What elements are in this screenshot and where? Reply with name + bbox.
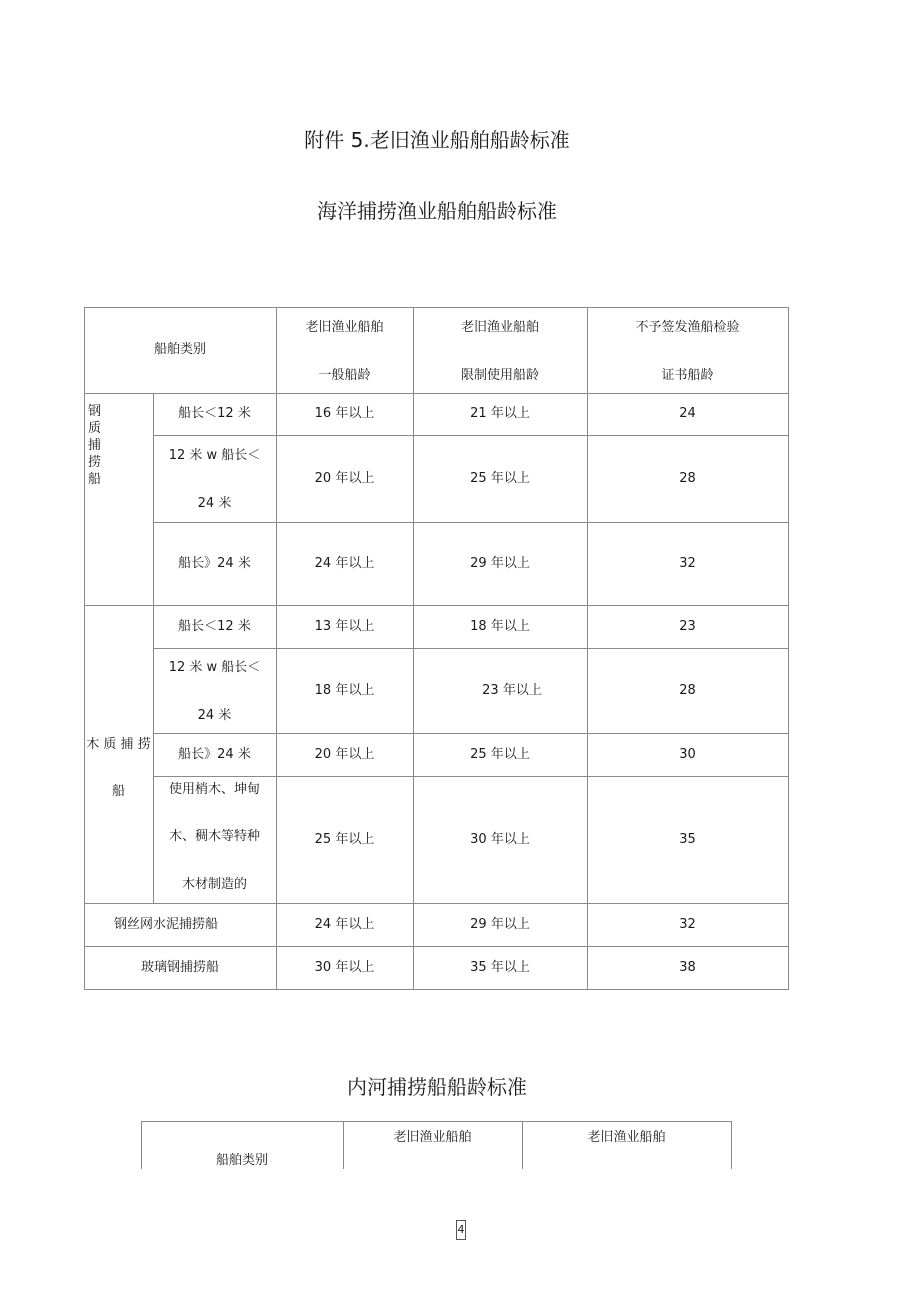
row-sub-category — [153, 776, 276, 903]
row-restricted-age: 25 年以上 — [470, 470, 530, 486]
row-general-age: 20 年以上 — [314, 470, 375, 486]
row-general-age: 20 年以上 — [314, 746, 375, 762]
document-title: 附件 5.老旧渔业船舶船龄标准 — [304, 128, 570, 152]
row-general-age: 24 年以上 — [314, 555, 375, 571]
row-no-certificate-age: 38 — [679, 959, 696, 975]
row-no-certificate-age: 32 — [679, 916, 696, 932]
row-general-age: 13 年以上 — [314, 618, 375, 634]
row-sub-category — [153, 435, 276, 522]
table-border — [84, 989, 789, 990]
marine-section-title: 海洋捕捞渔业船舶船龄标准 — [317, 199, 557, 223]
table-border — [788, 307, 789, 990]
row-general-age: 24 年以上 — [314, 916, 375, 932]
group-text: 木 质 捕 捞 — [86, 737, 151, 752]
header-no-certificate-age — [587, 307, 788, 393]
page-number: 4 — [456, 1220, 466, 1240]
row-general-age: 25 年以上 — [314, 831, 375, 847]
row-no-certificate-age: 24 — [679, 406, 696, 422]
header-text: 老旧渔业船舶 — [460, 320, 539, 335]
sub-text: 木、稠木等特种 — [168, 829, 260, 844]
table-border — [731, 1121, 732, 1169]
group-char: 钢 — [88, 404, 102, 419]
inland-header-restricted-age: 老旧渔业船舶 — [587, 1130, 666, 1146]
group-char: 捕 — [88, 438, 102, 453]
header-text: 一般船龄 — [318, 368, 371, 383]
group-text: 船 — [111, 784, 125, 799]
row-restricted-age: 29 年以上 — [470, 916, 530, 932]
sub-text: 木材制造的 — [181, 877, 247, 892]
inland-section-title: 内河捕捞船船龄标准 — [347, 1075, 527, 1099]
group-char: 船 — [88, 472, 102, 487]
row-sub-category: 船长》24 米 — [178, 746, 251, 762]
row-restricted-age: 23 年以上 — [482, 682, 542, 698]
table-border — [84, 307, 85, 990]
row-restricted-age: 29 年以上 — [470, 555, 530, 571]
row-restricted-age: 18 年以上 — [470, 618, 530, 634]
inland-header-category: 船舶类别 — [215, 1153, 268, 1169]
row-no-certificate-age: 32 — [679, 555, 696, 571]
table-border — [141, 1121, 732, 1122]
row-no-certificate-age: 23 — [679, 618, 696, 634]
row-category: 玻璃钢捕捞船 — [140, 959, 219, 975]
row-sub-category — [153, 648, 276, 733]
row-general-age: 18 年以上 — [314, 682, 375, 698]
sub-text: 12 米 w 船长＜ — [168, 660, 261, 675]
header-text: 不予签发渔船检验 — [635, 320, 740, 335]
header-text: 限制使用船龄 — [460, 368, 539, 383]
sub-text: 24 米 — [197, 708, 232, 723]
row-category: 钢丝网水泥捕捞船 — [114, 916, 219, 932]
row-sub-category: 船长》24 米 — [178, 555, 251, 571]
inland-header-general-age: 老旧渔业船舶 — [393, 1130, 472, 1146]
sub-text: 24 米 — [197, 496, 232, 511]
group-char: 捞 — [88, 455, 102, 470]
row-no-certificate-age: 35 — [679, 831, 696, 847]
row-general-age: 16 年以上 — [314, 406, 375, 422]
header-text: 老旧渔业船舶 — [305, 320, 384, 335]
row-no-certificate-age: 30 — [679, 746, 696, 762]
row-general-age: 30 年以上 — [314, 959, 375, 975]
row-sub-category: 船长＜12 米 — [178, 618, 251, 634]
header-category: 船舶类别 — [153, 342, 206, 358]
row-no-certificate-age: 28 — [679, 682, 696, 698]
row-restricted-age: 25 年以上 — [470, 746, 530, 762]
row-sub-category: 船长＜12 米 — [178, 406, 251, 422]
header-general-age — [276, 307, 413, 393]
sub-text: 12 米 w 船长＜ — [168, 448, 261, 463]
header-text: 证书船龄 — [661, 368, 714, 383]
group-char: 质 — [88, 421, 102, 436]
group-wood-label — [84, 733, 153, 799]
row-restricted-age: 35 年以上 — [470, 959, 530, 975]
sub-text: 使用梢木、坤甸 — [168, 782, 260, 797]
row-restricted-age: 21 年以上 — [470, 406, 530, 422]
header-restricted-age — [413, 307, 587, 393]
group-steel-label — [88, 403, 108, 488]
row-no-certificate-age: 28 — [679, 470, 696, 486]
row-restricted-age: 30 年以上 — [470, 831, 530, 847]
